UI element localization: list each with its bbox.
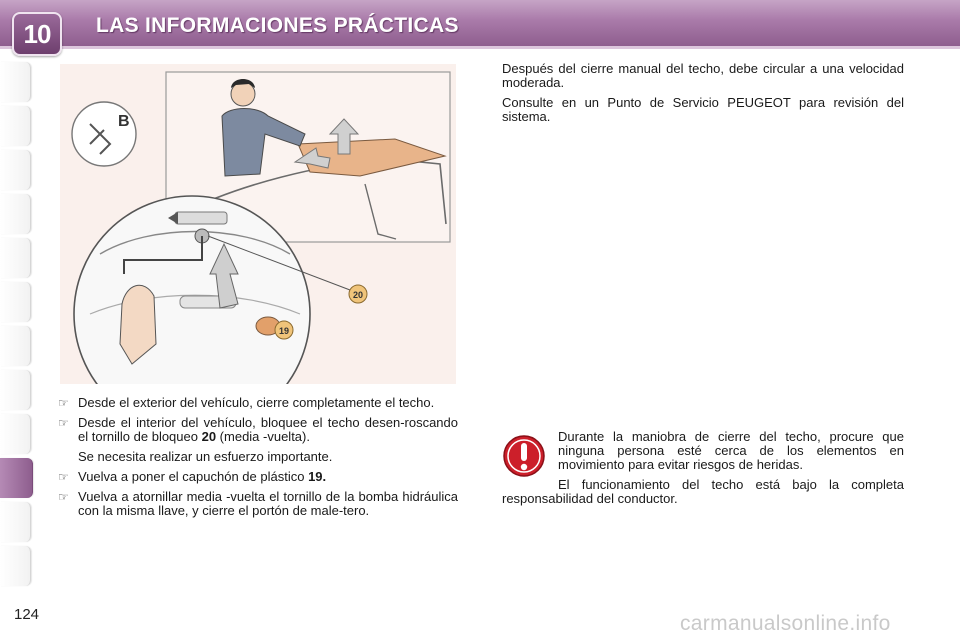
instruction-list <box>58 396 458 524</box>
roof-switch <box>175 212 227 224</box>
reference-number: 20 <box>201 429 217 444</box>
instruction-step <box>58 470 458 484</box>
chapter-title: LAS INFORMACIONES PRÁCTICAS <box>96 14 459 37</box>
instruction-text: Desde el interior del vehículo, bloquee el techo desen-roscando el tornillo de bloqueo <box>78 415 458 444</box>
pointing-hand-icon: ☞ <box>58 416 69 430</box>
pointing-hand-icon: ☞ <box>58 396 69 410</box>
callout-19-label: 19 <box>278 326 290 336</box>
watermark: carmanualsonline.info <box>680 612 891 635</box>
instruction-step <box>58 416 458 444</box>
instruction-text: (media -vuelta). <box>216 429 310 444</box>
after-closing-notes <box>502 62 904 130</box>
letter-b-badge: B <box>118 113 130 130</box>
callout-20-label: 20 <box>352 290 364 300</box>
roof-closing-drawing <box>60 64 456 384</box>
chapter-tab[interactable] <box>0 194 31 234</box>
chapter-tab[interactable] <box>0 238 31 278</box>
chapter-tab-active[interactable] <box>0 458 33 498</box>
instruction-step <box>58 490 458 518</box>
roof-closing-illustration <box>60 64 456 384</box>
instruction-text: Desde el exterior del vehículo, cierre completamente el techo. <box>78 395 435 410</box>
chapter-tab[interactable] <box>0 62 31 102</box>
header-divider <box>0 46 960 49</box>
chapter-tab[interactable] <box>0 414 31 454</box>
warning-text: El funcionamiento del techo está bajo la completa responsabilidad del conductor. <box>502 477 904 506</box>
warning-block <box>502 430 904 512</box>
tool-inset <box>72 102 136 166</box>
chapter-tab[interactable] <box>0 282 31 322</box>
instruction-text: Vuelva a poner el capuchón de plástico <box>78 469 309 484</box>
instruction-text: Vuelva a atornillar media -vuelta el tornillo de la bomba hidráulica con la misma llave, y cierre el portón de male-tero. <box>78 489 458 518</box>
reference-number: 19. <box>308 469 327 484</box>
exclamation-warning-icon <box>502 434 546 478</box>
chapter-number-badge: 10 <box>12 12 62 56</box>
warning-text: Durante la maniobra de cierre del techo, procure que ninguna persona esté cerca de los elementos en movimiento para evitar riesgos de heridas. <box>558 429 904 472</box>
pointing-hand-icon: ☞ <box>58 470 69 484</box>
chapter-tab[interactable] <box>0 326 31 366</box>
instruction-step <box>58 396 458 410</box>
chapter-tab[interactable] <box>0 546 31 586</box>
pointing-hand-icon: ☞ <box>58 490 69 504</box>
page-number: 124 <box>14 606 40 623</box>
chapter-tab[interactable] <box>0 502 31 542</box>
chapter-tab[interactable] <box>0 370 31 410</box>
chapter-tab[interactable] <box>0 150 31 190</box>
paragraph: Consulte en un Punto de Servicio PEUGEOT para revisión del sistema. <box>502 95 904 124</box>
chapter-tab-strip <box>0 62 34 582</box>
chapter-tab[interactable] <box>0 106 31 146</box>
paragraph: Después del cierre manual del techo, debe circular a una velocidad moderada. <box>502 61 904 90</box>
instruction-note: Se necesita realizar un esfuerzo importante. <box>78 449 333 464</box>
